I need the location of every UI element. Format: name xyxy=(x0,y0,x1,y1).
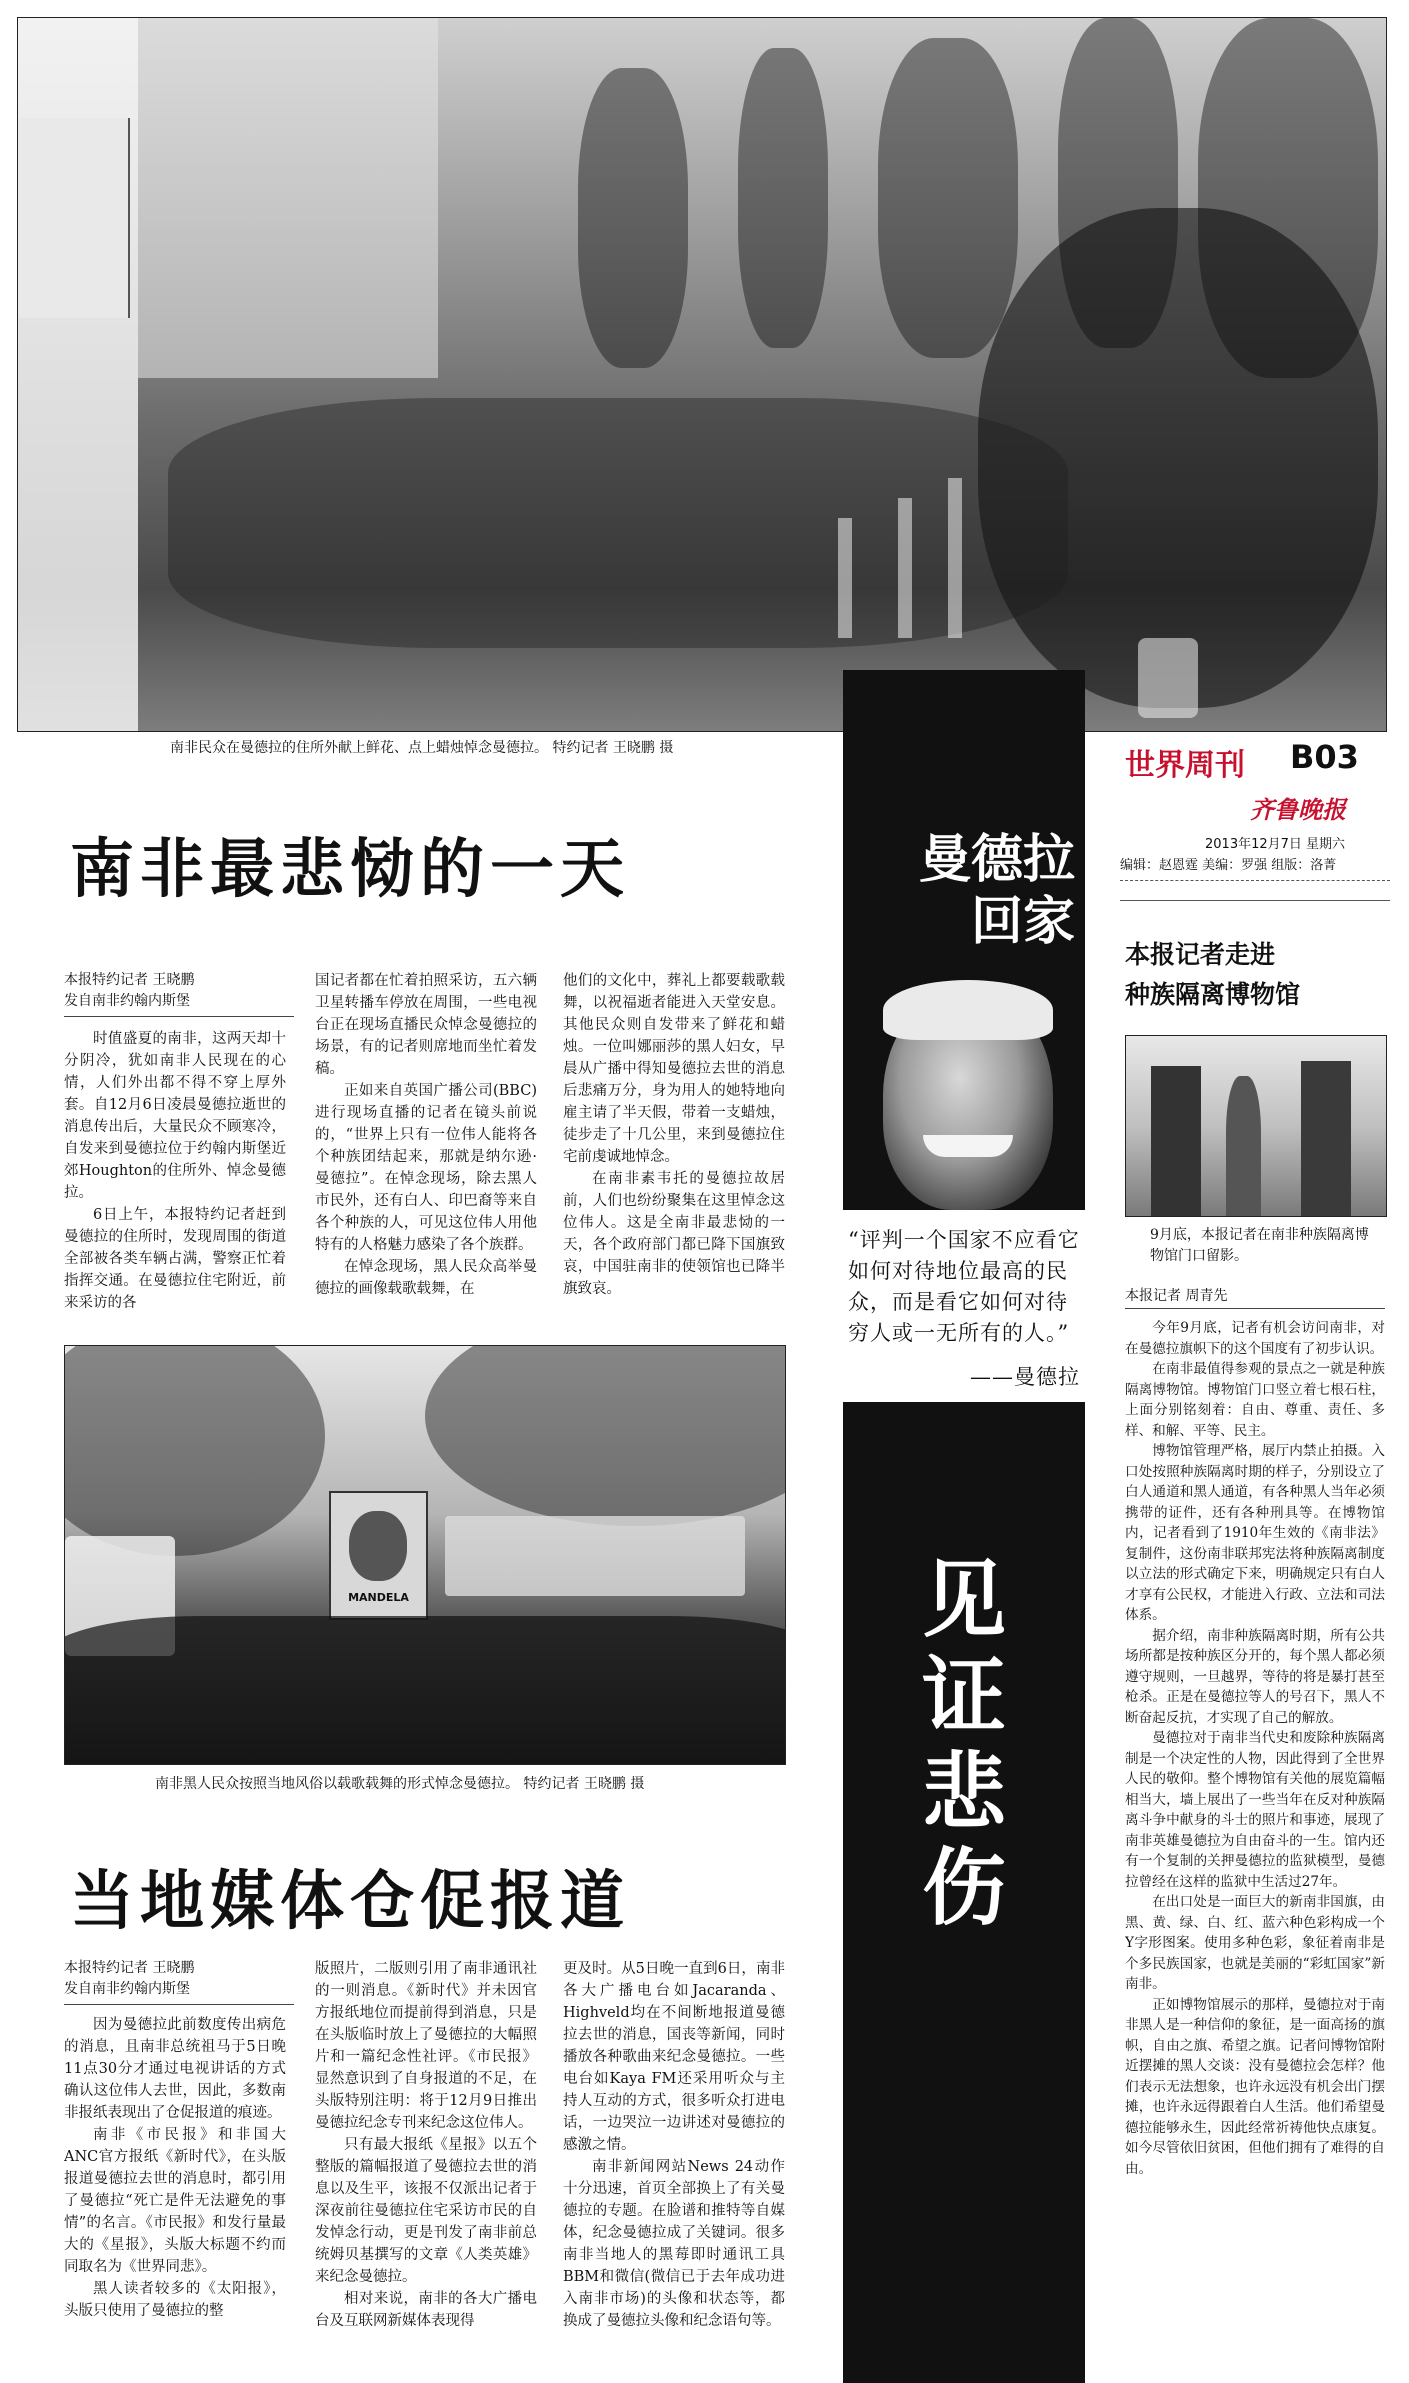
paragraph: 曼德拉对于南非当代史和废除种族隔离制是一个决定性的人物，因此得到了全世界人民的敬仰。整个博物馆有关他的展览篇幅相当大，墙上展出了一些当年在反对种族隔离斗争中献身的斗士的照片和事迹，展现了南非英雄曼德拉为自由奋斗的一生。馆内还有一个复制的关押曼德拉的监狱模型，曼德拉曾经在这样的监狱中生活过27年。 xyxy=(1125,1730,1385,1890)
mid-photo-crowd xyxy=(64,1345,786,1765)
paragraph: 博物馆管理严格，展厅内禁止拍摄。入口处按照种族隔离时期的样子，分别设立了白人通道和黑人通道，有各种黑人当年必须携带的证件，还有各种刑具等。在博物馆内，记者看到了1910年生效的《南非法》复制件，这份南非联邦宪法将种族隔离制度以立法的形式确定下来，明确规定只有白人才享有公民权，才能进入行政、立法和司法体系。 xyxy=(1125,1443,1385,1623)
mandela-portrait-photo xyxy=(843,960,1085,1210)
mid-photo-caption: 南非黑人民众按照当地风俗以载歌载舞的形式悼念曼德拉。 特约记者 王晓鹏 摄 xyxy=(155,1776,645,1792)
sidebar-byline-rule xyxy=(1125,1308,1385,1309)
paragraph: 正如博物馆展示的那样，曼德拉对于南非黑人是一种信仰的象征，是一面高扬的旗帜，自由之旗、希望之旗。记者问博物馆附近摆摊的黑人交谈：没有曼德拉会怎样？他们表示无法想象，也许永远没有机会出门摆摊，也许永远得跟着白人生活。他们希望曼德拉能够永生，因此经常祈祷他快点康复。如今尽管依旧贫困，但他们拥有了难得的自由。 xyxy=(1125,1996,1385,2177)
article1-column-3 xyxy=(563,970,785,1354)
byline-reporter: 本报特约记者 王晓鹏 xyxy=(64,1960,195,1976)
page-number: B03 xyxy=(1290,738,1359,776)
paragraph: 在南非素韦托的曼德拉故居前，人们也纷纷聚集在这里悼念这位伟人。这是全南非最悲恸的一天，各个政府部门都已降下国旗致哀，中国驻南非的使领馆也已降半旗致哀。 xyxy=(563,1171,785,1297)
sidebar-byline: 本报记者 周青先 xyxy=(1125,1288,1228,1304)
paragraph: 今年9月底，记者有机会访问南非，对在曼德拉旗帜下的这个国度有了初步认识。 xyxy=(1125,1320,1385,1357)
paragraph: 6日上午，本报特约记者赶到曼德拉的住所时，发现周围的街道全部被各类车辆占满，警察正忙着指挥交通。在曼德拉住宅附近，前来采访的各 xyxy=(64,1207,286,1311)
big-title-char-3: 悲 xyxy=(921,1743,1006,1841)
paragraph: 黑人读者较多的《太阳报》，头版只使用了曼德拉的整 xyxy=(64,2281,286,2319)
paragraph: 正如来自英国广播公司(BBC)进行现场直播的记者在镜头前说的，“世界上只有一位伟人能将各个种族团结起来，那就是纳尔逊·曼德拉”。在悼念现场，除去黑人市民外，还有白人、印巴裔等来自各个种族的人，可见这位伟人用他特有的人格魅力感染了各个族群。 xyxy=(315,1083,537,1253)
article2-column-1 xyxy=(64,2014,286,2374)
editor-credits: 编辑：赵恩霆 美编：罗强 组版：洛菁 xyxy=(1120,858,1337,873)
big-title-char-2: 证 xyxy=(921,1647,1006,1745)
article2-column-3 xyxy=(563,1958,785,2374)
article2-byline-rule xyxy=(64,2004,294,2005)
paragraph: 在南非最值得参观的景点之一就是种族隔离博物馆。博物馆门口竖立着七根石柱，上面分别铭刻着：自由、尊重、责任、多样、和解、平等、民主。 xyxy=(1125,1361,1385,1439)
feature-title-line-2: 回家 xyxy=(970,892,1075,952)
paragraph: 相对来说，南非的各大广播电台及互联网新媒体表现得 xyxy=(315,2291,537,2329)
paragraph: 南非新闻网站News 24动作十分迅速，首页全部换上了有关曼德拉的专题。在脸谱和推特等自媒体，纪念曼德拉成了关键词。很多南非当地人的黑莓即时通讯工具BBM和微信(微信已于去年成功进入南非市场)的头像和状态等，都换成了曼德拉头像和纪念语句等。 xyxy=(563,2159,785,2329)
feature-title-block xyxy=(843,670,1085,960)
top-photo-memorial xyxy=(17,17,1387,732)
masthead-rule-2 xyxy=(1120,900,1390,901)
article1-headline: 南非最悲恸的一天 xyxy=(70,833,630,907)
byline-location: 发自南非约翰内斯堡 xyxy=(64,993,190,1009)
quote-attribution: ——曼德拉 xyxy=(970,1365,1080,1389)
article1-column-1 xyxy=(64,1028,286,1354)
article1-column-2 xyxy=(315,970,537,1354)
paragraph: 只有最大报纸《星报》以五个整版的篇幅报道了曼德拉去世的消息以及生平，该报不仅派出记者于深夜前往曼德拉住宅采访市民的自发悼念行动，更是刊发了南非前总统姆贝基撰写的文章《人类英雄》来纪念曼德拉。 xyxy=(315,2137,537,2285)
mandela-quote: “评判一个国家不应看它如何对待地位最高的民众，而是看它如何对待穷人或一无所有的人。” xyxy=(848,1228,1080,1345)
paragraph: 南非《市民报》和非国大ANC官方报纸《新时代》，在头版报道曼德拉去世的消息时，都引用了曼德拉“死亡是件无法避免的事情”的名言。《市民报》和发行量最大的《星报》，头版大标题不约而同取名为《世界同悲》。 xyxy=(64,2127,286,2275)
paragraph: 版照片，二版则引用了南非通讯社的一则消息。《新时代》并未因官方报纸地位而提前得到消息，只是在头版临时放上了曼德拉的大幅照片和一篇纪念性社评。《市民报》显然意识到了自身报道的不足，在头版特别注明：将于12月9日推出曼德拉纪念专刊来纪念这位伟人。 xyxy=(315,1961,537,2131)
paragraph: 时值盛夏的南非，这两天却十分阴冷，犹如南非人民现在的心情，人们外出都不得不穿上厚外套。自12月6日凌晨曼德拉逝世的消息传出后，大量民众不顾寒冷，自发来到曼德拉位于约翰内斯堡近郊Houghton的住所外、悼念曼德拉。 xyxy=(64,1031,286,1201)
sign-label: MANDELA xyxy=(348,1591,409,1604)
paragraph: 他们的文化中，葬礼上都要载歌载舞，以祝福逝者能进入天堂安息。其他民众则自发带来了鲜花和蜡烛。一位叫娜丽莎的黑人妇女，早晨从广播中得知曼德拉去世的消息后悲痛万分，身为用人的她特地向雇主请了半天假，带着一支蜡烛，徒步走了十几公里，来到曼德拉住宅前虔诚地悼念。 xyxy=(563,973,785,1165)
feature-title-line-1: 曼德拉 xyxy=(918,830,1075,890)
paragraph: 在出口处是一面巨大的新南非国旗，由黑、黄、绿、白、红、蓝六种色彩构成一个Y字形图案。使用多种色彩，象征着南非是个多民族国家，也就是美丽的“彩虹国家”新南非。 xyxy=(1125,1894,1385,1992)
top-photo-caption: 南非民众在曼德拉的住所外献上鲜花、点上蜡烛悼念曼德拉。 特约记者 王晓鹏 摄 xyxy=(170,740,674,756)
newspaper-logo: 齐鲁晚报 xyxy=(1250,795,1346,824)
south-africa-banner xyxy=(18,118,130,318)
byline-reporter: 本报特约记者 王晓鹏 xyxy=(64,972,195,988)
paragraph: 因为曼德拉此前数度传出病危的消息，且南非总统祖马于5日晚11点30分才通过电视讲话的方式确认这位伟人去世，因此，多数南非报纸表现出了仓促报道的痕迹。 xyxy=(64,2017,286,2121)
issue-date: 2013年12月7日 星期六 xyxy=(1205,837,1346,852)
big-title-char-1: 见 xyxy=(921,1551,1006,1649)
sidebar-body xyxy=(1125,1318,1385,2378)
paragraph: 更及时。从5日晚一直到6日，南非各大广播电台如Jacaranda、Highveld均在不间断地报道曼德拉去世的消息，国丧等新闻，同时播放各种歌曲来纪念曼德拉。一些电台如Kaya FM还采用听众与主持人互动的方式，很多听众打进电话，一边哭泣一边讲述对曼德拉的感激之情。 xyxy=(563,1961,785,2153)
article1-byline-rule xyxy=(64,1016,294,1017)
big-title-char-4: 伤 xyxy=(921,1839,1006,1937)
museum-photo xyxy=(1125,1035,1387,1217)
article1-byline xyxy=(64,970,294,1012)
sidebar-headline-line-2: 种族隔离博物馆 xyxy=(1125,980,1301,1009)
paragraph: 国记者都在忙着拍照采访，五六辆卫星转播车停放在周围，一些电视台正在现场直播民众悼念曼德拉的场景，有的记者则席地而坐忙着发稿。 xyxy=(315,973,537,1077)
paragraph: 在悼念现场，黑人民众高举曼德拉的画像载歌载舞，在 xyxy=(315,1259,537,1297)
article2-byline xyxy=(64,1958,294,2000)
museum-photo-caption: 9月底，本报记者在南非种族隔离博物馆门口留影。 xyxy=(1150,1227,1369,1264)
sidebar-headline xyxy=(1125,935,1385,1015)
masthead-rule xyxy=(1120,880,1390,881)
paragraph: 据介绍，南非种族隔离时期，所有公共场所都是按种族区分开的，每个黑人都必须遵守规则，一旦越界，等待的将是暴打甚至枪杀。正是在曼德拉等人的号召下，黑人不断奋起反抗，才实现了自己的解放。 xyxy=(1125,1627,1385,1726)
mandela-portrait-sign xyxy=(329,1491,428,1620)
section-title: 世界周刊 xyxy=(1125,748,1245,783)
article2-headline: 当地媒体仓促报道 xyxy=(70,1865,630,1939)
article2-column-2 xyxy=(315,1958,537,2374)
witness-sorrow-block xyxy=(843,1402,1085,2383)
byline-location: 发自南非约翰内斯堡 xyxy=(64,1981,190,1997)
sidebar-headline-line-1: 本报记者走进 xyxy=(1125,940,1276,969)
